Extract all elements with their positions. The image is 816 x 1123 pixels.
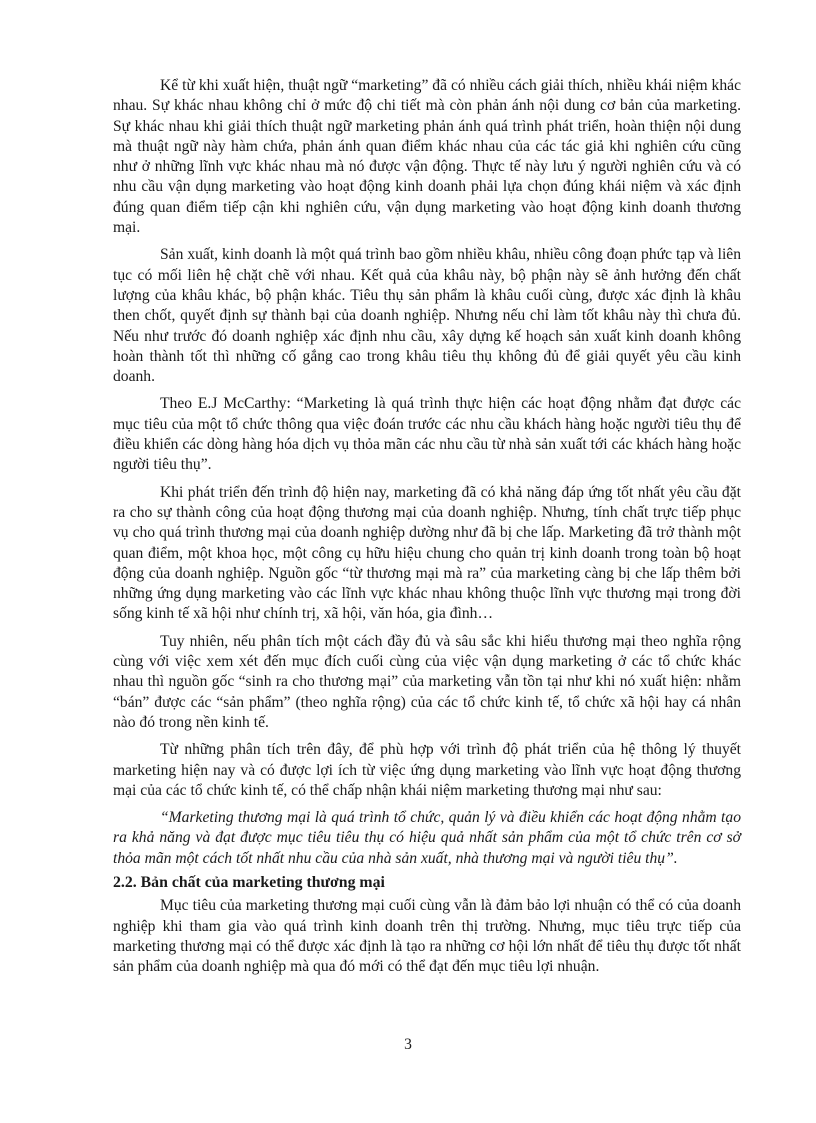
page-number: 3 bbox=[404, 1036, 412, 1053]
page-content bbox=[113, 76, 741, 984]
paragraph-mccarthy-definition: Theo E.J McCarthy: “Marketing là quá trình thực hiện các hoạt động nhằm đạt được các mục tiêu của một tổ chức thông qua việc đoán trước các nhu cầu khách hàng hoặc người tiêu thụ để điều khiển các dòng hàng hóa dịch vụ thỏa mãn các nhu cầu từ nhà sản xuất tới các khách hàng hoặc người tiêu thụ”. bbox=[113, 395, 741, 474]
paragraph-commercial-origin: Tuy nhiên, nếu phân tích một cách đầy đủ và sâu sắc khi hiểu thương mại theo nghĩa rộng cùng với việc xem xét đến mục đích cuối cùng của việc vận dụng marketing ở các tổ chức khác nhau thì nguồn gốc “sinh ra cho thương mại” của marketing vẫn tồn tại như khi nó xuất hiện: nhằm “bán” được các “sản phẩm” (theo nghĩa rộng) của các tổ chức kinh tế, tổ chức xã hội hay cá nhân nào đó trong nền kinh tế. bbox=[113, 632, 741, 731]
paragraph-concept-acceptance: Từ những phân tích trên đây, để phù hợp với trình độ phát triển của hệ thông lý thuyết marketing hiện nay và có được lợi ích từ việc ứng dụng marketing vào lĩnh vực hoạt động thương mại của các tổ chức kinh tế, có thể chấp nhận khái niệm marketing thương mại như sau: bbox=[113, 741, 741, 799]
commercial-marketing-definition-quote: “Marketing thương mại là quá trình tổ chức, quản lý và điều khiển các hoạt động nhằm tạo ra khả năng và đạt được mục tiêu tiêu thụ có hiệu quả nhất sản phẩm của một tổ chức trên cơ sở thỏa mãn một cách tốt nhất nhu cầu của nhà sản xuất, nhà thương mại và người tiêu thụ”. bbox=[113, 809, 741, 867]
paragraph-marketing-definitions: Kể từ khi xuất hiện, thuật ngữ “marketing” đã có nhiều cách giải thích, nhiều khái niệm khác nhau. Sự khác nhau không chỉ ở mức độ chi tiết mà còn phản ánh nội dung cơ bản của marketing. Sự khác nhau khi giải thích thuật ngữ marketing phản ánh quá trình phát triển, hoàn thiện nội dung mà thuật ngữ này hàm chứa, phản ánh quan điểm khác nhau của các tác giả khi nghiên cứu cũng như ở những lĩnh vực khác nhau mà nó được vận động. Thực tế này lưu ý người nghiên cứu và có nhu cầu vận dụng marketing vào hoạt động kinh doanh phải lựa chọn đúng khái niệm và xác định đúng quan điểm tiếp cận khi nghiên cứu, vận dụng marketing vào hoạt động kinh doanh thương mại. bbox=[113, 77, 741, 237]
paragraph-production-business: Sản xuất, kinh doanh là một quá trình bao gồm nhiều khâu, nhiều công đoạn phức tạp và liên tục có mối liên hệ chặt chẽ với nhau. Kết quả của khâu này, bộ phận này sẽ ảnh hưởng đến chất lượng của khâu khác, bộ phận khác. Tiêu thụ sản phẩm là khâu cuối cùng, được xác định là khâu then chốt, quyết định sự thành bại của doanh nghiệp. Nhưng nếu chỉ làm tốt khâu này thì chưa đủ. Nếu như trước đó doanh nghiệp xác định nhu cầu, xây dựng kế hoạch sản xuất kinh doanh không hoàn thành tốt thì những cố gắng cao trong khâu tiêu thụ không đủ để giải quyết yêu cầu kinh doanh. bbox=[113, 246, 741, 386]
paragraph-current-development: Khi phát triển đến trình độ hiện nay, marketing đã có khả năng đáp ứng tốt nhất yêu cầu đặt ra cho sự thành công của hoạt động thương mại của doanh nghiệp. Nhưng, tính chất trực tiếp phục vụ cho quá trình thương mại của doanh nghiệp dường như đã bị che lấp. Marketing đã trở thành một quan điểm, một khoa học, một công cụ hữu hiệu chung cho quản trị kinh doanh trong toàn bộ hoạt động của doanh nghiệp. Nguồn gốc “từ thương mại mà ra” của marketing càng bị che lấp thêm bởi những ứng dụng marketing vào các lĩnh vực khác nhau không thuộc lĩnh vực thương mại trong đời sống kinh tế xã hội như chính trị, xã hội, văn hóa, gia đình… bbox=[113, 483, 741, 623]
paragraph-commercial-marketing-goal: Mục tiêu của marketing thương mại cuối cùng vẫn là đảm bảo lợi nhuận có thể có của doanh nghiệp khi tham gia vào quá trình kinh doanh trên thị trường. Nhưng, mục tiêu trực tiếp của marketing thương mại có thể được xác định là tạo ra những cơ hội lớn nhất để tiêu thụ được tốt nhất sản phẩm của doanh nghiệp mà qua đó mới có thể đạt đến mục tiêu lợi nhuận. bbox=[113, 897, 741, 976]
section-heading: 2.2. Bản chất của marketing thương mại bbox=[113, 873, 385, 891]
